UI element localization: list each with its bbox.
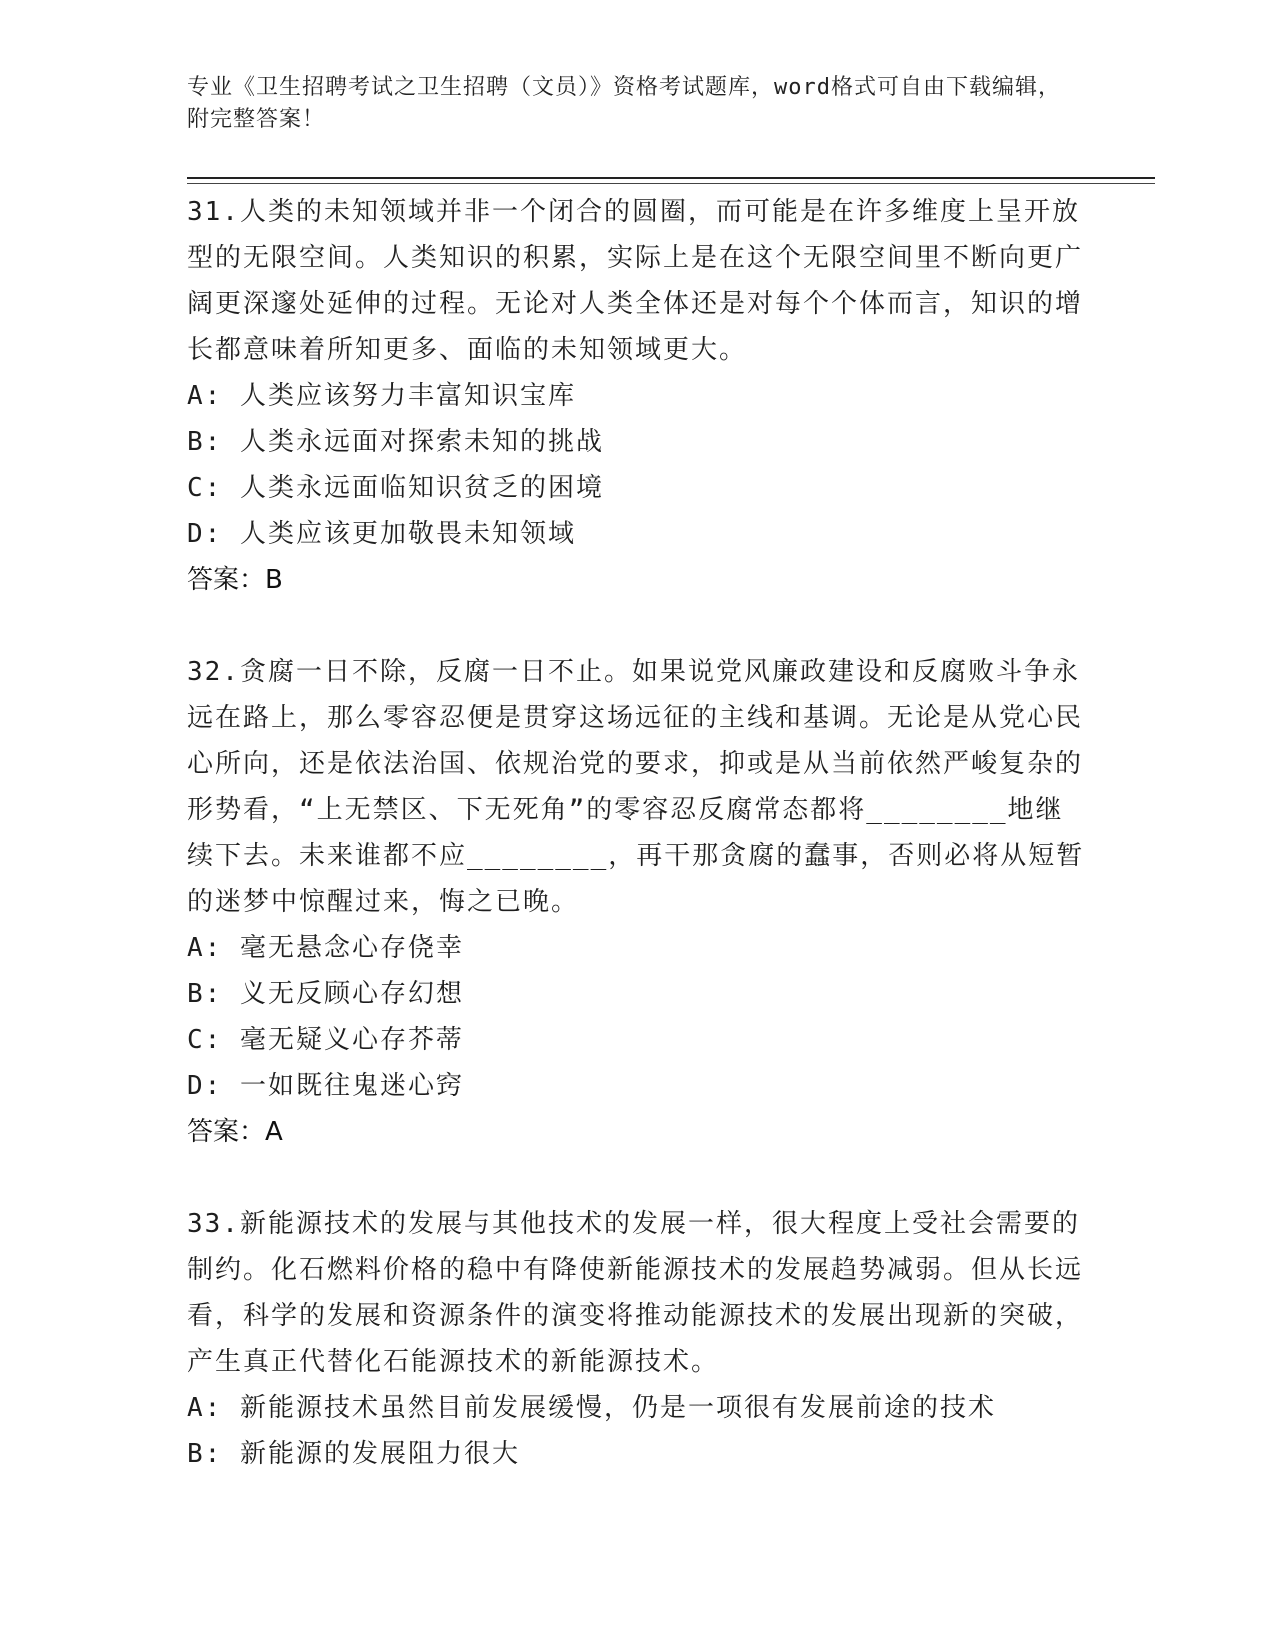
question-32 (187, 649, 1087, 1155)
question-31 (187, 189, 1087, 603)
header-divider-thin (187, 183, 1155, 184)
option-d: D: 人类应该更加敬畏未知领域 (187, 519, 576, 549)
option-b: B: 人类永远面对探索未知的挑战 (187, 427, 604, 457)
question-stem: 33.新能源技术的发展与其他技术的发展一样，很大程度上受社会需要的制约。化石燃料价格的稳中有降使新能源技术的发展趋势减弱。但从长远看，科学的发展和资源条件的演变将推动能源技术的发展出现新的突破，产生真正代替化石能源技术的新能源技术。 (187, 1209, 1084, 1377)
option-c: C: 人类永远面临知识贫乏的困境 (187, 473, 604, 503)
answer-line: 答案：A (187, 1117, 283, 1147)
option-a: A: 毫无悬念心存侥幸 (187, 933, 464, 963)
page-header: 专业《卫生招聘考试之卫生招聘（文员）》资格考试题库，word格式可自由下载编辑，附完整答案！ (187, 75, 1061, 132)
option-b: B: 义无反顾心存幻想 (187, 979, 464, 1009)
option-d: D: 一如既往鬼迷心窍 (187, 1071, 464, 1101)
answer-line: 答案：B (187, 565, 283, 595)
option-list (187, 925, 1087, 1109)
option-list (187, 1385, 1087, 1477)
question-33 (187, 1201, 1087, 1477)
question-stem: 32.贪腐一日不除，反腐一日不止。如果说党风廉政建设和反腐败斗争永远在路上，那么零容忍便是贯穿这场远征的主线和基调。无论是从党心民心所向，还是依法治国、依规治党的要求，抑或是从当前依然严峻复杂的形势看，“上无禁区、下无死角”的零容忍反腐常态都将________地继续下去。未来谁都不应________，再干那贪腐的蠢事，否则必将从短暂的迷梦中惊醒过来，悔之已晚。 (187, 657, 1085, 917)
option-a: A: 新能源技术虽然目前发展缓慢，仍是一项很有发展前途的技术 (187, 1393, 996, 1423)
option-a: A: 人类应该努力丰富知识宝库 (187, 381, 576, 411)
option-c: C: 毫无疑义心存芥蒂 (187, 1025, 464, 1055)
question-list (187, 189, 1087, 1523)
option-list (187, 373, 1087, 557)
question-stem: 31.人类的未知领域并非一个闭合的圆圈，而可能是在许多维度上呈开放型的无限空间。人类知识的积累，实际上是在这个无限空间里不断向更广阔更深邃处延伸的过程。无论对人类全体还是对每个个体而言，知识的增长都意味着所知更多、面临的未知领域更大。 (187, 197, 1084, 365)
header-divider-thick (187, 177, 1155, 179)
option-b: B: 新能源的发展阻力很大 (187, 1439, 520, 1469)
